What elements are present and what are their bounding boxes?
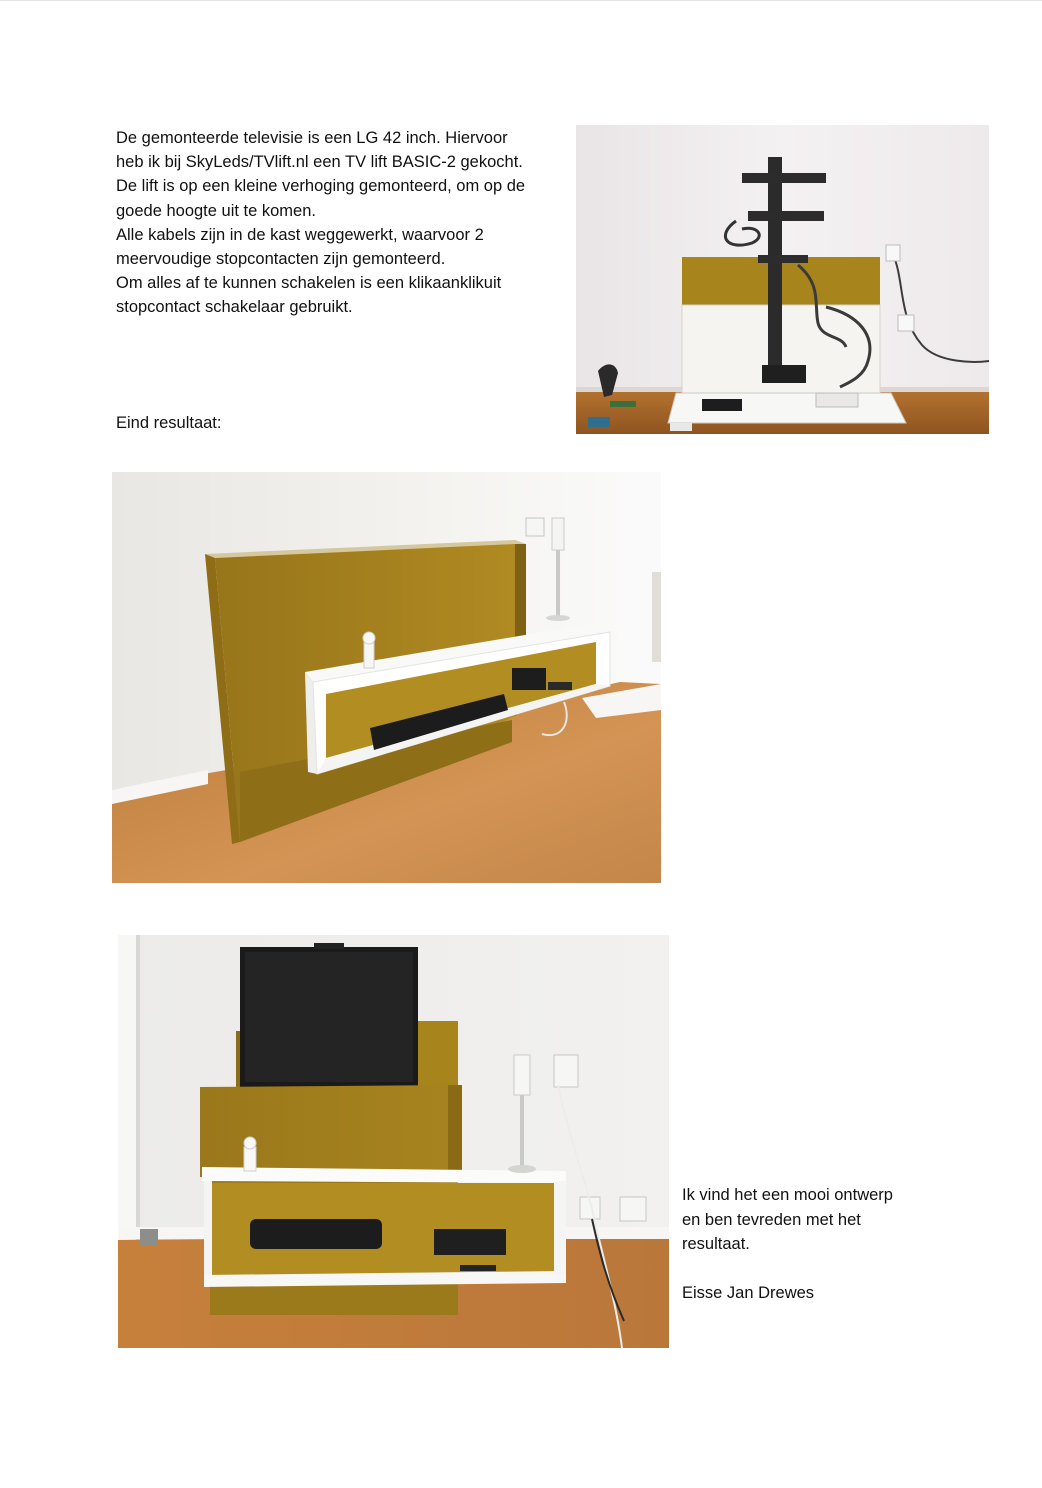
intro-line: Om alles af te kunnen schakelen is een klikaanklikuit: [116, 274, 502, 293]
intro-text: [116, 126, 566, 320]
intro-line: heb ik bij SkyLeds/TVlift.nl een TV lift BASIC-2 gekocht.: [116, 153, 523, 172]
intro-line: meervoudige stopcontacten zijn gemonteerd.: [116, 250, 446, 269]
author-signature: Eisse Jan Drewes: [682, 1284, 815, 1302]
photo-cabinet-tv-retracted: [112, 472, 661, 883]
photo-tv-lift-installation: [576, 125, 989, 434]
intro-line: Alle kabels zijn in de kast weggewerkt, waarvoor 2: [116, 225, 484, 244]
intro-line: De gemonteerde televisie is een LG 42 inch. Hiervoor: [116, 129, 508, 147]
result-heading: Eind resultaat:: [116, 414, 222, 432]
closing-line: Ik vind het een mooi ontwerp: [682, 1186, 893, 1204]
closing-line: en ben tevreden met het: [682, 1210, 861, 1229]
photo-cabinet-tv-raised: [118, 935, 669, 1348]
intro-line: De lift is op een kleine verhoging gemonteerd, om op de: [116, 177, 526, 196]
intro-line: goede hoogte uit te komen.: [116, 201, 316, 220]
intro-line: stopcontact schakelaar gebruikt.: [116, 298, 353, 317]
closing-line: resultaat.: [682, 1235, 750, 1253]
page-top-edge: [0, 0, 1042, 1]
closing-text: [682, 1183, 982, 1306]
